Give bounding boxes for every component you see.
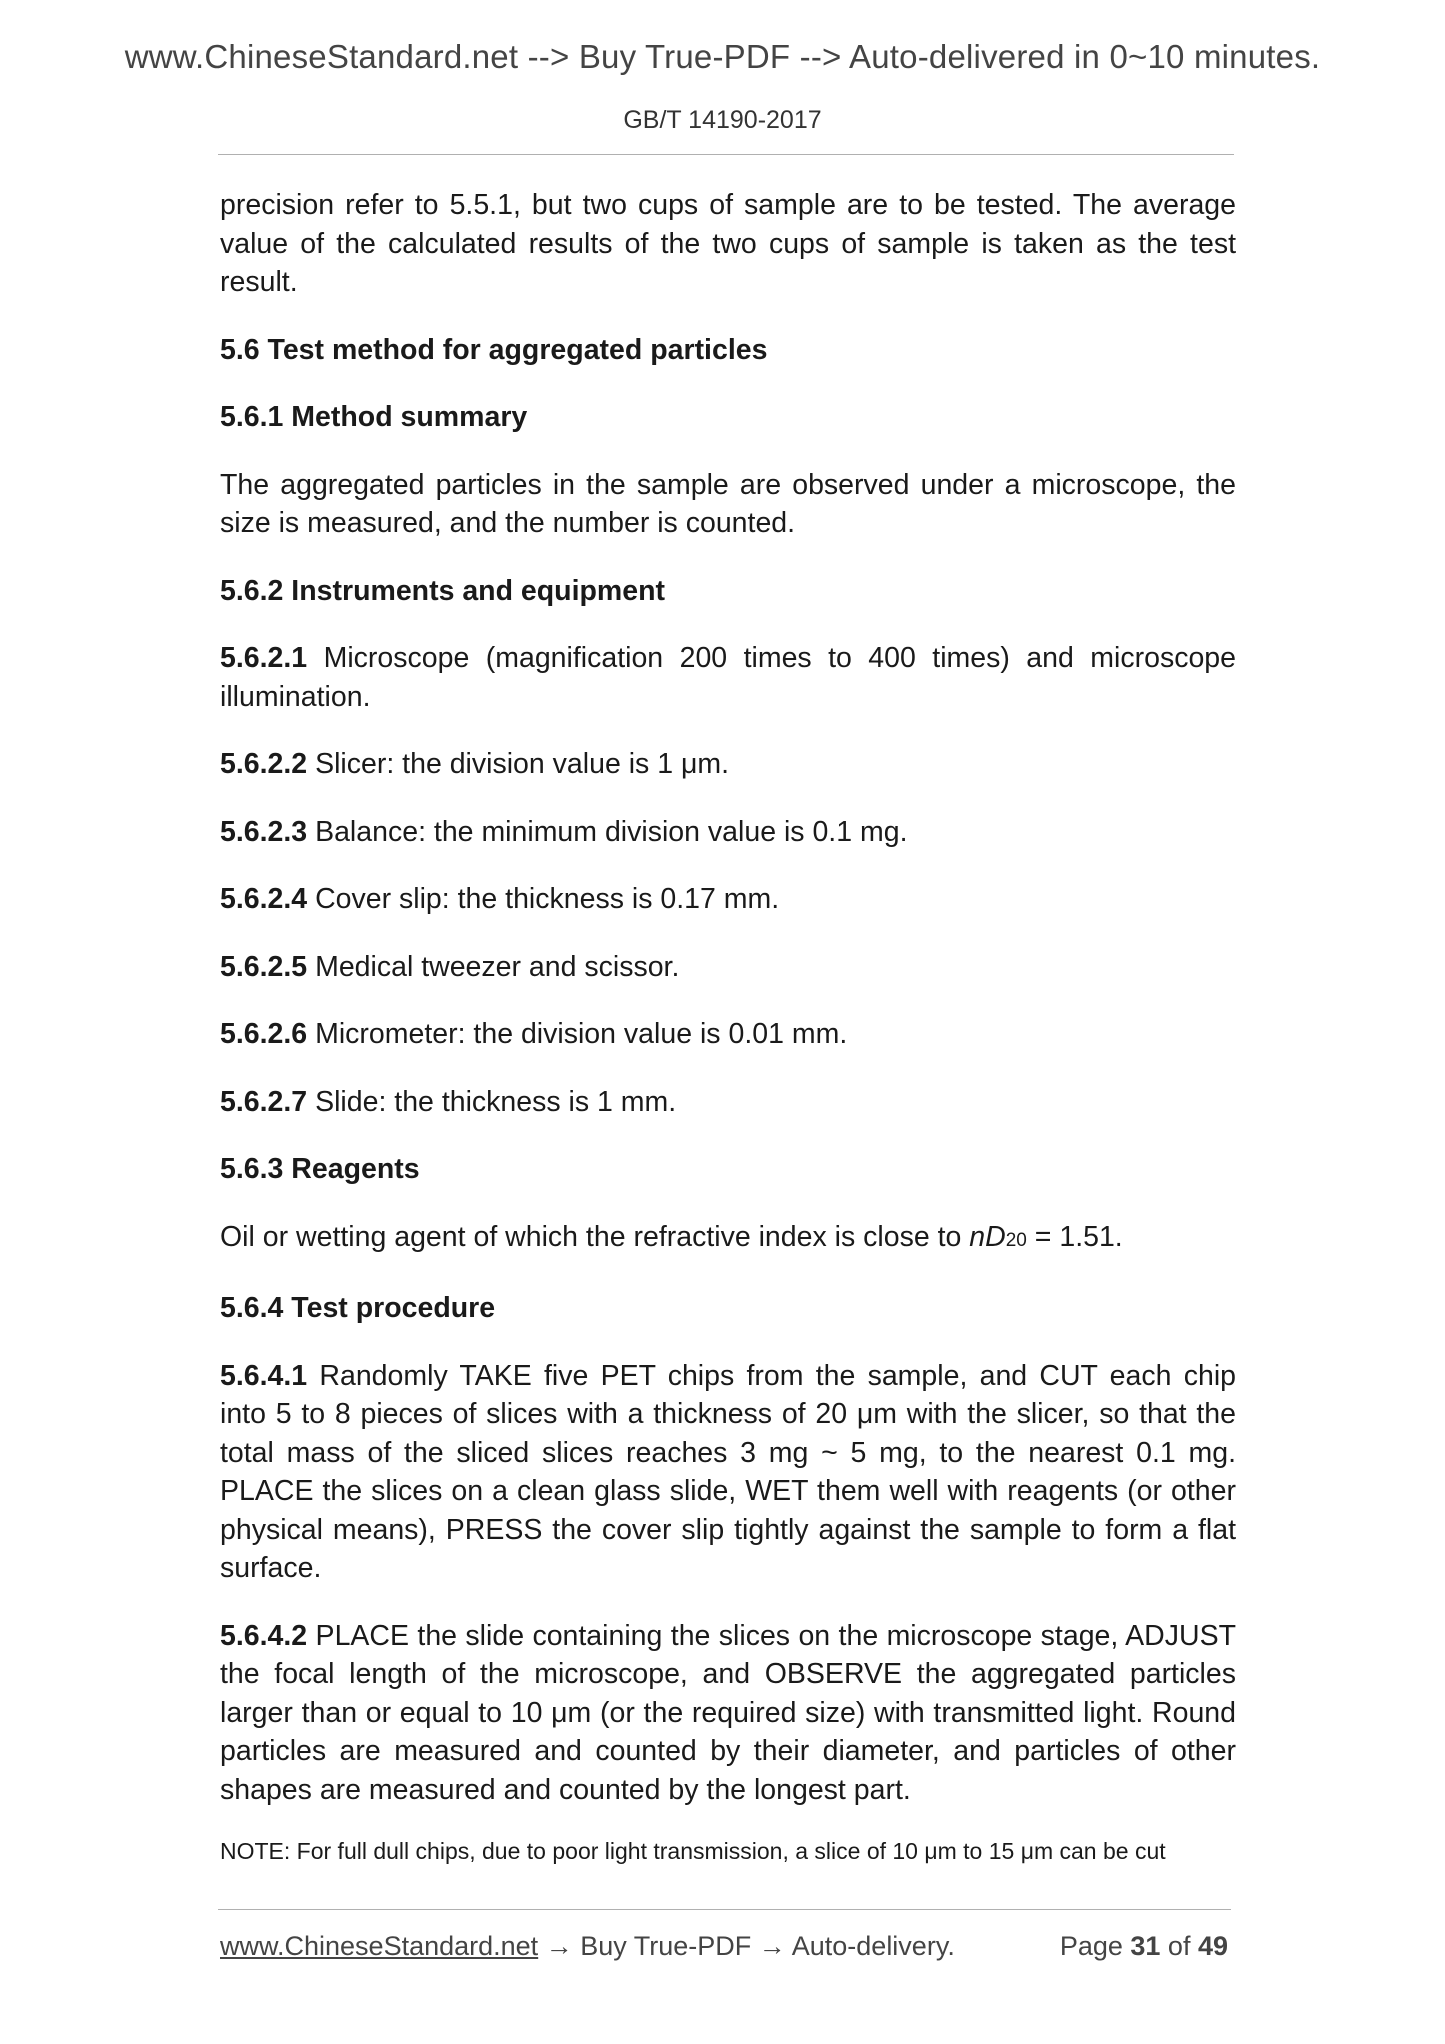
- clause-5-6-2-6: [220, 1015, 1236, 1054]
- refractive-index-symbol: nD: [969, 1220, 1006, 1253]
- section-heading-5-6-4: 5.6.4 Test procedure: [220, 1292, 496, 1324]
- footer-promo-text: → Buy True-PDF → Auto-delivery.: [538, 1931, 955, 1961]
- reagents-paragraph: [220, 1218, 1236, 1261]
- clause-5-6-2-2: [220, 745, 1236, 784]
- clause-number: 5.6.2.4: [220, 883, 308, 915]
- clause-5-6-4-1: [220, 1357, 1236, 1588]
- reagents-value: = 1.51.: [1026, 1220, 1123, 1253]
- clause-number: 5.6.2.7: [220, 1085, 308, 1118]
- document-body: [220, 186, 1236, 1868]
- clause-5-6-2-3: [220, 813, 1236, 852]
- clause-text: Slide: the thickness is 1 mm.: [307, 1085, 677, 1118]
- page-of: of: [1160, 1931, 1198, 1961]
- clause-text: Microscope (magnification 200 times to 400 times) and microscope illumination.: [220, 642, 1236, 713]
- clause-number: 5.6.2.1: [220, 642, 308, 674]
- section-heading-5-6-1: 5.6.1 Method summary: [220, 401, 528, 433]
- clause-5-6-2-7: [220, 1083, 1236, 1122]
- footer-divider: [218, 1909, 1231, 1910]
- refractive-index-subscript: 20: [1005, 1229, 1027, 1251]
- clause-text: Micrometer: the division value is 0.01 mm.: [307, 1018, 848, 1050]
- page-label: Page: [1059, 1931, 1131, 1961]
- clause-text: Randomly TAKE five PET chips from the sample, and CUT each chip into 5 to 8 pieces of slices with a thickness of 20 μm with the slicer, so that the total mass of the sliced slices reaches 3 mg ~ 5 mg, to the nearest 0.1 mg. PLACE the slices on a clean glass slide, WET them well with reagents (or other physical means), PRESS the cover slip tightly against the sample to form a flat surface.: [220, 1359, 1236, 1584]
- clause-number: 5.6.2.5: [220, 950, 308, 983]
- clause-number: 5.6.4.1: [220, 1359, 308, 1392]
- clause-5-6-4-2: [220, 1617, 1236, 1810]
- reagents-text: Oil or wetting agent of which the refractive index is close to: [220, 1220, 970, 1253]
- note-paragraph: NOTE: For full dull chips, due to poor light transmission, a slice of 10 μm to 15 μm can be cut: [220, 1838, 1166, 1864]
- section-heading-5-6-2: 5.6.2 Instruments and equipment: [220, 574, 666, 607]
- header-divider: [218, 154, 1234, 155]
- section-heading-5-6: 5.6 Test method for aggregated particles: [220, 333, 768, 366]
- clause-number: 5.6.2.3: [220, 815, 308, 848]
- clause-number: 5.6.2.2: [220, 748, 308, 780]
- clause-text: Balance: the minimum division value is 0.1 mg.: [307, 815, 908, 848]
- intro-paragraph: precision refer to 5.5.1, but two cups of sample are to be tested. The average value of the calculated results of the two cups of sample is taken as the test result.: [220, 189, 1236, 298]
- page-indicator: [1060, 1931, 1228, 1962]
- footer-promo: [220, 1931, 955, 1962]
- standard-code: GB/T 14190-2017: [623, 106, 822, 134]
- site-banner: www.ChineseStandard.net --> Buy True-PDF --> Auto-delivered in 0~10 minutes.: [124, 38, 1321, 75]
- section-heading-5-6-3: 5.6.3 Reagents: [220, 1153, 420, 1185]
- clause-text: Cover slip: the thickness is 0.17 mm.: [307, 883, 780, 915]
- footer-site-link[interactable]: www.ChineseStandard.net: [220, 1931, 539, 1961]
- clause-number: 5.6.4.2: [220, 1619, 308, 1652]
- clause-number: 5.6.2.6: [220, 1018, 308, 1050]
- method-summary-paragraph: The aggregated particles in the sample are observed under a microscope, the size is measured, and the number is counted.: [220, 468, 1236, 539]
- clause-5-6-2-5: [220, 948, 1236, 987]
- clause-text: PLACE the slide containing the slices on the microscope stage, ADJUST the focal length of the microscope, and OBSERVE the aggregated particles larger than or equal to 10 μm (or the required size) with transmitted light. Round particles are measured and counted by their diameter, and particles of other shapes are measured and counted by the longest part.: [220, 1619, 1236, 1806]
- page-current: 31: [1130, 1931, 1161, 1961]
- clause-text: Medical tweezer and scissor.: [307, 950, 680, 983]
- clause-5-6-2-1: [220, 639, 1236, 716]
- clause-5-6-2-4: [220, 880, 1236, 919]
- page-total: 49: [1197, 1931, 1228, 1961]
- clause-text: Slicer: the division value is 1 μm.: [307, 748, 730, 780]
